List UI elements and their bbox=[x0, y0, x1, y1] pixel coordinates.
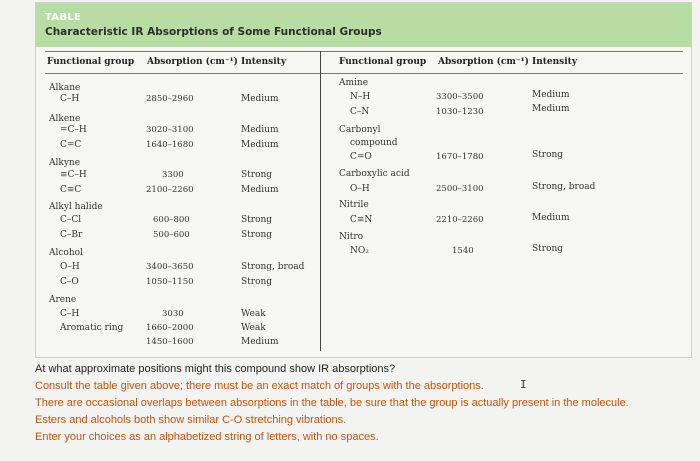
table-row-absorption: 3020–3100 bbox=[146, 125, 194, 135]
table-row-absorption: 3400–3650 bbox=[146, 262, 194, 272]
table-row-intensity: Medium bbox=[532, 90, 570, 100]
table-row-absorption: 1670–1780 bbox=[436, 152, 484, 162]
table-row-group: O–H bbox=[60, 262, 80, 272]
table-row-absorption: 3300 bbox=[162, 170, 184, 180]
table-row-group: C–H bbox=[60, 309, 80, 319]
table-title: Characteristic IR Absorptions of Some Functional Groups bbox=[45, 26, 382, 38]
table-row-group: C–Cl bbox=[60, 215, 82, 225]
table-row-group: =C–H bbox=[60, 125, 87, 135]
right-header-intensity: Intensity bbox=[532, 57, 578, 67]
table-row-absorption: 500–600 bbox=[153, 230, 190, 240]
table-row-group: ≡C–H bbox=[60, 170, 87, 180]
table-row-intensity: Medium bbox=[532, 104, 570, 114]
table-row-intensity: Strong bbox=[241, 170, 273, 180]
table-row-absorption: 1640–1680 bbox=[146, 140, 194, 150]
column-divider bbox=[320, 51, 321, 351]
question-line-3: There are occasional overlaps between absorptions in the table, be sure that the group is actually present in the molecule. bbox=[35, 397, 629, 409]
header-top-rule bbox=[45, 51, 683, 52]
table-row-absorption: 1030–1230 bbox=[436, 107, 484, 117]
table-row-intensity: Medium bbox=[241, 125, 279, 135]
table-row-group: Amine bbox=[339, 78, 369, 88]
table-row-group: Aromatic ring bbox=[60, 323, 124, 333]
table-row-absorption: 2210–2260 bbox=[436, 215, 484, 225]
table-row-group: N–H bbox=[350, 92, 371, 102]
table-row-intensity: Weak bbox=[241, 309, 266, 319]
table-row-group: C=O bbox=[350, 152, 372, 162]
left-header-intensity: Intensity bbox=[241, 57, 287, 67]
table-row-absorption: 3300–3500 bbox=[436, 92, 484, 102]
text-cursor-icon: I bbox=[520, 378, 527, 391]
table-row-group: Alkene bbox=[49, 114, 81, 124]
table-row-group: C–Br bbox=[60, 230, 83, 240]
table-row-group: C–O bbox=[60, 277, 79, 287]
table-row-group: C–H bbox=[60, 94, 80, 104]
table-row-intensity: Medium bbox=[241, 94, 279, 104]
ir-table-card bbox=[35, 2, 692, 358]
table-row-intensity: Medium bbox=[241, 140, 279, 150]
table-row-group: Alcohol bbox=[49, 248, 83, 258]
table-row-group: C≡N bbox=[350, 215, 373, 225]
table-row-group: Alkyl halide bbox=[49, 202, 103, 212]
question-line-4: Esters and alcohols both show similar C-O stretching vibrations. bbox=[35, 414, 347, 426]
question-line-1: At what approximate positions might this compound show IR absorptions? bbox=[35, 363, 396, 375]
right-header-absorption: Absorption (cm⁻¹) bbox=[438, 57, 529, 67]
table-row-group: Arene bbox=[49, 295, 77, 305]
table-row-group: compound bbox=[350, 138, 398, 148]
table-row-intensity: Weak bbox=[241, 323, 266, 333]
table-row-group: Carbonyl bbox=[339, 125, 381, 135]
table-row-intensity: Strong bbox=[241, 230, 273, 240]
table-row-intensity: Medium bbox=[241, 337, 279, 347]
table-row-absorption: 1540 bbox=[452, 246, 474, 256]
table-row-intensity: Strong bbox=[241, 215, 273, 225]
table-row-absorption: 2500–3100 bbox=[436, 184, 484, 194]
table-row-intensity: Strong bbox=[532, 150, 564, 160]
table-row-group: Alkane bbox=[49, 83, 81, 93]
table-row-group: C–N bbox=[350, 107, 370, 117]
table-row-intensity: Medium bbox=[532, 213, 570, 223]
header-bottom-rule bbox=[45, 73, 683, 74]
table-label: TABLE bbox=[45, 12, 82, 23]
table-row-absorption: 1660–2000 bbox=[146, 323, 194, 333]
table-row-absorption: 2100–2260 bbox=[146, 185, 194, 195]
table-row-intensity: Strong, broad bbox=[241, 262, 305, 272]
question-line-5: Enter your choices as an alphabetized string of letters, with no spaces. bbox=[35, 431, 379, 443]
left-header-absorption: Absorption (cm⁻¹) bbox=[147, 57, 238, 67]
question-line-2: Consult the table given above; there must be an exact match of groups with the absorptions. bbox=[35, 380, 484, 392]
table-row-group: C=C bbox=[60, 140, 82, 150]
table-row-absorption: 3030 bbox=[162, 309, 184, 319]
table-row-absorption: 600–800 bbox=[153, 215, 190, 225]
right-header-group: Functional group bbox=[339, 57, 427, 67]
table-row-absorption: 2850–2960 bbox=[146, 94, 194, 104]
left-header-group: Functional group bbox=[47, 57, 135, 67]
table-row-intensity: Strong bbox=[532, 244, 564, 254]
table-banner bbox=[36, 3, 691, 47]
table-row-group: Nitro bbox=[339, 232, 364, 242]
table-row-group: Alkyne bbox=[49, 158, 81, 168]
table-row-group: C≡C bbox=[60, 185, 82, 195]
table-row-group: O–H bbox=[350, 184, 370, 194]
table-row-intensity: Strong, broad bbox=[532, 182, 596, 192]
table-row-absorption: 1450–1600 bbox=[146, 337, 194, 347]
table-row-absorption: 1050–1150 bbox=[146, 277, 194, 287]
table-row-group: NO₂ bbox=[350, 246, 369, 256]
table-row-group: Nitrile bbox=[339, 200, 369, 210]
table-row-intensity: Strong bbox=[241, 277, 273, 287]
table-row-group: Carboxylic acid bbox=[339, 169, 410, 179]
table-row-intensity: Medium bbox=[241, 185, 279, 195]
